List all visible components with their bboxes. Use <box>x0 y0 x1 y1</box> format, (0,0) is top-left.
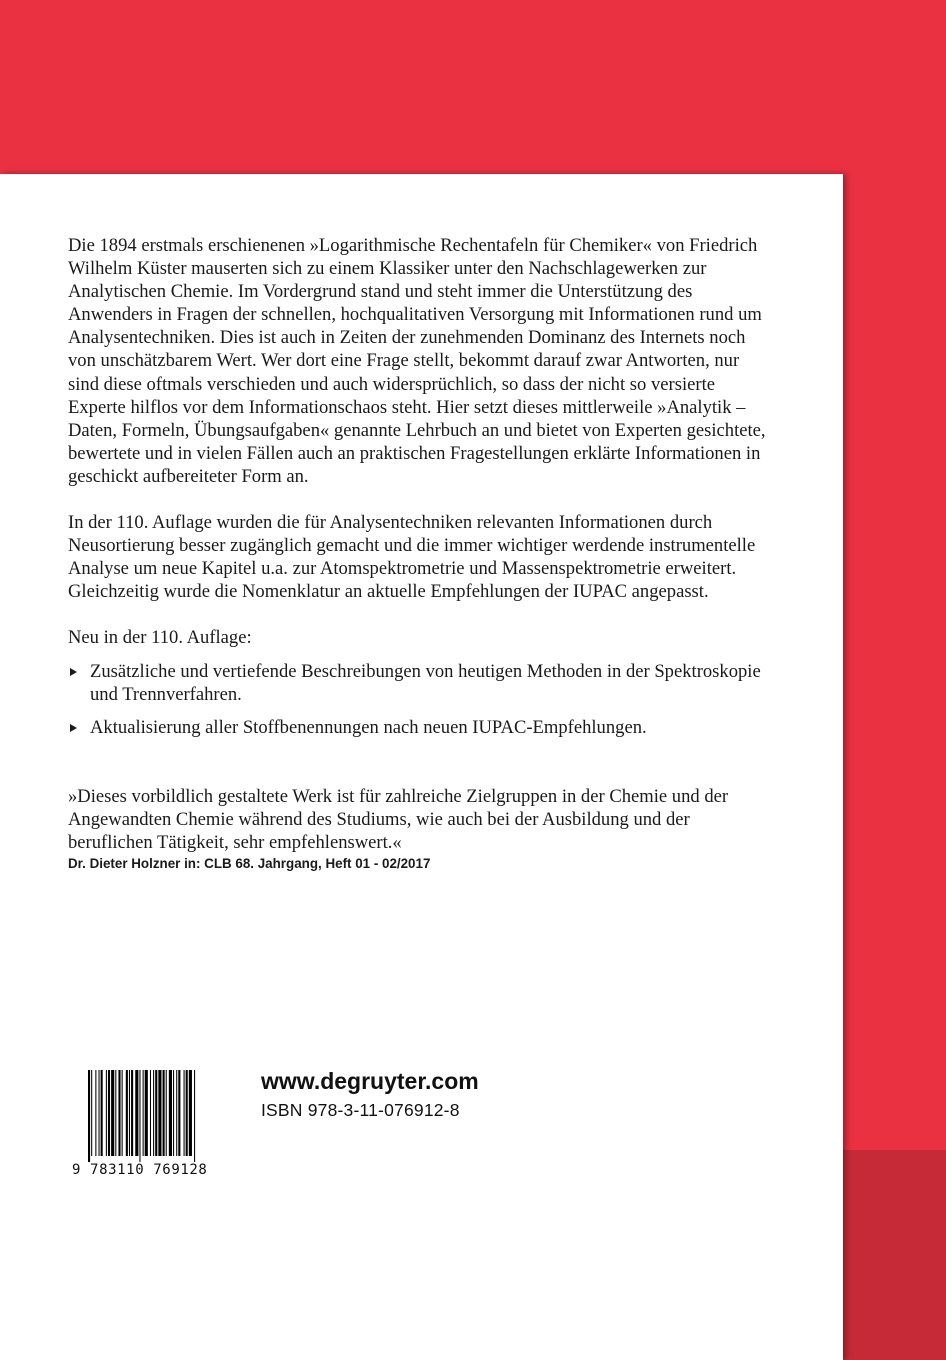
bullet-triangle-icon <box>70 668 77 676</box>
barcode-bar <box>101 1070 103 1156</box>
barcode-bar <box>153 1070 154 1156</box>
barcode-bar <box>189 1070 192 1156</box>
barcode-bar <box>126 1070 128 1156</box>
blurb-paragraph-2: In der 110. Auflage wurden die für Analysentechniken relevanten Informationen durch Neusortierung besser zugänglich gemacht und die immer wichtiger werdende instrumentelle Analyse um neue Kapitel u.a. zur Atomspektrometrie und Massenspektrometrie erweitert. Gleichzeitig wurde die Nomenklatur an aktuelle Empfehlungen der IUPAC angepasst. <box>68 512 756 603</box>
barcode-bar <box>184 1070 185 1156</box>
barcode-bar <box>131 1070 133 1156</box>
barcode-icon <box>86 1070 228 1170</box>
isbn-number: ISBN 978-3-11-076912-8 <box>261 1100 460 1120</box>
barcode-bar <box>169 1070 172 1156</box>
dark-red-strip <box>840 1150 946 1360</box>
blurb-text <box>68 234 768 873</box>
barcode-bar <box>95 1070 96 1156</box>
barcode-bar <box>163 1070 165 1156</box>
list-item <box>68 660 768 706</box>
publisher-website: www.degruyter.com <box>261 1068 479 1094</box>
barcode-bar <box>150 1070 151 1156</box>
barcode-bar <box>88 1070 90 1162</box>
list-item-text: Aktualisierung aller Stoffbenennungen nach neuen IUPAC-Empfehlungen. <box>90 716 647 738</box>
list-item-text: Zusätzliche und vertiefende Beschreibungen von heutigen Methoden in der Spektroskopie und Trennverfahren. <box>90 660 761 705</box>
barcode-bar <box>122 1070 123 1156</box>
barcode-bar <box>115 1070 116 1156</box>
barcode-bar <box>176 1070 177 1156</box>
barcode-bar <box>99 1070 100 1156</box>
barcode-bar <box>139 1070 140 1162</box>
barcode-digits: 9 783110 769128 <box>72 1162 208 1178</box>
barcode-bar <box>135 1070 138 1156</box>
barcode-bar <box>143 1070 144 1156</box>
barcode-bar <box>91 1070 92 1156</box>
back-cover-panel <box>0 174 843 1360</box>
barcode-bar <box>108 1070 110 1156</box>
list-item <box>68 716 768 739</box>
barcode-bar <box>155 1070 157 1156</box>
barcode-bar <box>194 1070 195 1162</box>
review-citation: Dr. Dieter Holzner in: CLB 68. Jahrgang, Heft 01 - 02/2017 <box>68 856 431 872</box>
barcode-bar <box>158 1070 161 1156</box>
barcode-bar <box>178 1070 180 1156</box>
blurb-paragraph-1: Die 1894 erstmals erschienenen »Logarithmische Rechentafeln für Chemiker« von Friedrich Wilhelm Küster mauserten sich zu einem Klassiker unter den Nachschlagewerken zur Analytischen Chemie. Im Vordergrund stand und steht immer die Unterstützung des Anwenders in Fragen der schnellen, hochqualitativen Versorgung mit Informationen rund um Analysentechniken. Dies ist auch in Zeiten der zunehmenden Dominanz des Internets noch von unschätzbarem Wert. Wer dort eine Frage stellt, bekommt darauf zwar Antworten, nur sind diese oftmals verschieden und auch widersprüchlich, so dass der nicht so versierte Experte hilflos vor dem Informationschaos steht. Hier setzt dieses mittlerweile »Analytik – Daten, Formeln, Übungsaufgaben« genannte Lehrbuch an und bietet von Experten gesichtete, bewertete und in vielen Fällen auch an praktischen Fragestellungen erklärte Informationen in geschickt aufbereiteter Form an. <box>68 235 766 487</box>
barcode-bar <box>111 1070 114 1156</box>
barcode-bar <box>166 1070 167 1156</box>
new-edition-heading: Neu in der 110. Auflage: <box>68 627 252 649</box>
barcode-bar <box>129 1070 130 1156</box>
barcode-bar <box>106 1070 107 1156</box>
review-quote: »Dieses vorbildlich gestaltete Werk ist für zahlreiche Zielgruppen in der Chemie und der Angewandten Chemie während des Studiums, wie auch bei der Ausbildung und der beruflichen Tätigkeit, sehr empfehlenswert.« <box>68 785 729 853</box>
barcode-bar <box>186 1070 188 1156</box>
barcode-bar <box>118 1070 120 1156</box>
bullet-triangle-icon <box>70 724 77 732</box>
barcode-bar <box>145 1070 148 1156</box>
barcode-bar <box>173 1070 174 1156</box>
